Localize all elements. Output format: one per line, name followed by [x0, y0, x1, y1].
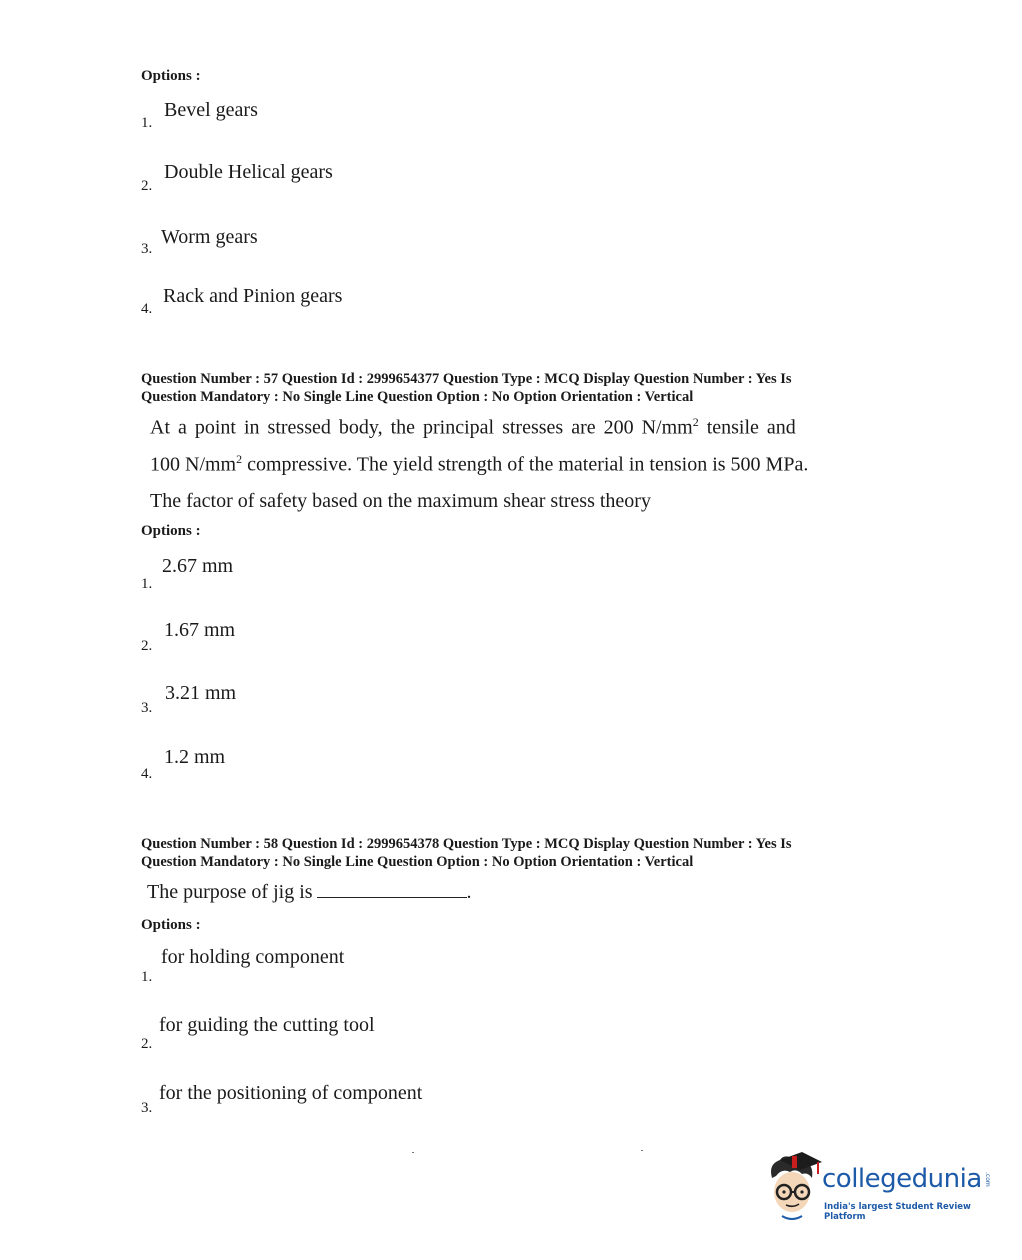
option-number: 2. [141, 638, 153, 654]
option-text: 1.2 mm [164, 746, 226, 768]
option-text: Worm gears [161, 226, 258, 248]
option-text: 1.67 mm [164, 619, 236, 641]
collegedunia-logo [762, 1150, 994, 1224]
options-label: Options : [141, 917, 201, 933]
option-number: 2. [141, 1036, 153, 1052]
option-number: 3. [141, 241, 153, 257]
option-text: for the positioning of component [159, 1082, 423, 1104]
options-label: Options : [141, 523, 201, 539]
options-label: Options : [141, 68, 201, 84]
option-text: for guiding the cutting tool [159, 1014, 375, 1036]
option-number: 3. [141, 700, 153, 716]
option-number: 4. [141, 301, 153, 317]
question-meta-line2: Question Mandatory : No Single Line Question Option : No Option Orientation : Vertical [141, 854, 694, 870]
option-text: Rack and Pinion gears [163, 285, 343, 307]
option-number: 1. [141, 115, 153, 131]
logo-suffix: .com [984, 1172, 991, 1187]
option-number: 1. [141, 576, 153, 592]
option-text: Double Helical gears [164, 161, 333, 183]
logo-wordmark: collegedunia [822, 1164, 982, 1194]
answer-blank [317, 883, 467, 898]
question-meta-line2: Question Mandatory : No Single Line Question Option : No Option Orientation : Vertical [141, 389, 694, 405]
option-number: 2. [141, 178, 153, 194]
question-meta-line1: Question Number : 57 Question Id : 2999654377 Question Type : MCQ Display Question Number : Yes Is [141, 371, 792, 387]
question-meta-line1: Question Number : 58 Question Id : 2999654378 Question Type : MCQ Display Question Number : Yes Is [141, 836, 792, 852]
option-text: 3.21 mm [165, 682, 237, 704]
option-text: for holding component [161, 946, 345, 968]
logo-tagline: India's largest Student Review Platform [824, 1202, 971, 1222]
option-number: 1. [141, 969, 153, 985]
scan-mark [412, 1152, 414, 1153]
option-text: Bevel gears [164, 99, 258, 121]
option-text: 2.67 mm [162, 555, 234, 577]
question-text-line1: At a point in stressed body, the principal stresses are 200 $N/mm^2$ tensile and [150, 415, 796, 439]
question-text-line2: 100 $N/mm^2$ compressive. The yield strength of the material in tension is 500 MPa. [150, 452, 809, 476]
question-text-line3: The factor of safety based on the maximum shear stress theory [150, 490, 651, 512]
option-number: 4. [141, 766, 153, 782]
scan-mark [641, 1150, 643, 1151]
option-number: 3. [141, 1100, 153, 1116]
question-text: The purpose of jig is . [147, 881, 472, 903]
mascot-icon [762, 1150, 824, 1222]
